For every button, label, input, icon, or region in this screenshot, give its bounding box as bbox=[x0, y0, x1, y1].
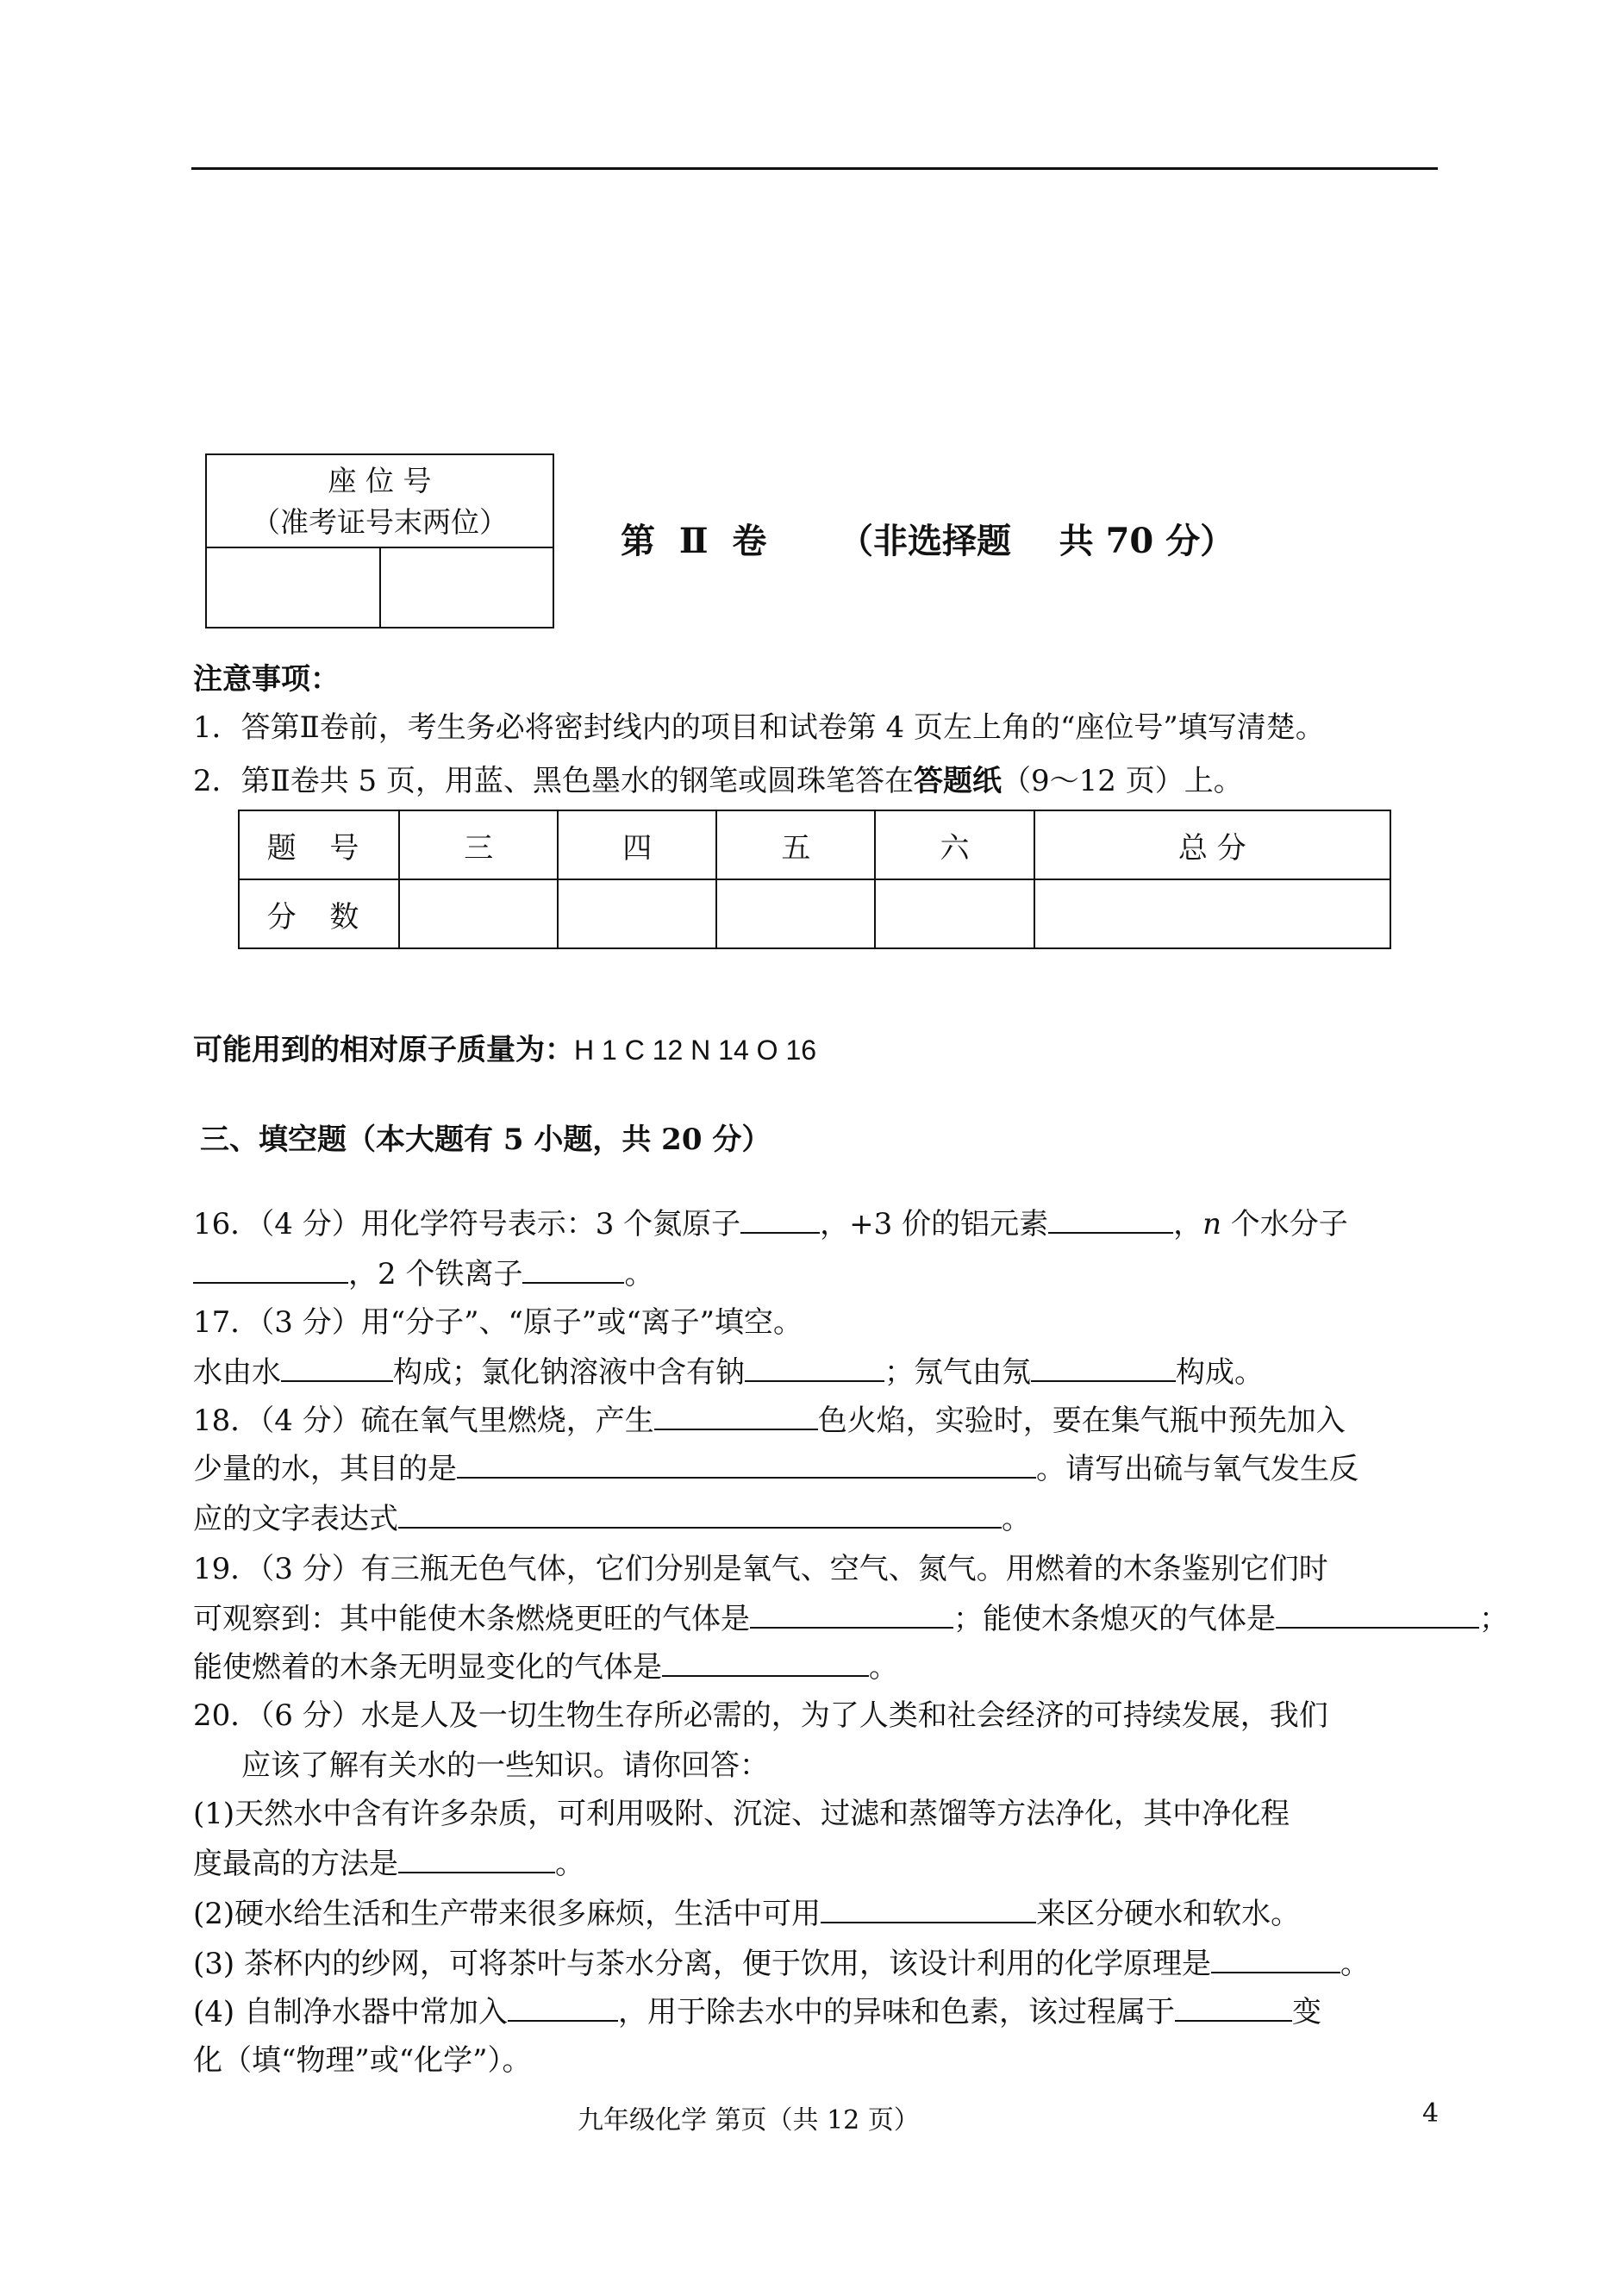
q20-text-s2a: (2)硬水给生活和生产带来很多麻烦，生活中可用 bbox=[193, 1897, 821, 1931]
q16-text-d: 个水分子 bbox=[1221, 1207, 1348, 1241]
question-20-sub-1-line-2 bbox=[193, 1840, 584, 1888]
score-row-label: 分 数 bbox=[239, 879, 399, 948]
q20-text-s3b: 。 bbox=[1340, 1947, 1370, 1981]
score-cell[interactable] bbox=[558, 879, 716, 948]
q18-text-e: 应的文字表达式 bbox=[193, 1502, 398, 1536]
q19-blank-3[interactable] bbox=[662, 1644, 869, 1677]
question-20-line-1: 20．（6 分）水是人及一切生物生存所必需的，为了人类和社会经济的可持续发展，我们 bbox=[193, 1698, 1328, 1733]
q20-blank-5[interactable] bbox=[1175, 1989, 1292, 2022]
score-table bbox=[238, 810, 1391, 949]
q20-blank-2[interactable] bbox=[821, 1891, 1036, 1923]
q19-text-a: 可观察到：其中能使木条燃烧更旺的气体是 bbox=[193, 1602, 750, 1636]
q18-text-d: 。请写出硫与氧气发生反 bbox=[1036, 1452, 1359, 1486]
q16-text-b: ，+3 价的铝元素 bbox=[820, 1207, 1049, 1241]
question-17-line-1: 17．（3 分）用“分子”、“原子”或“离子”填空。 bbox=[193, 1305, 803, 1340]
question-16-line-2 bbox=[193, 1250, 653, 1298]
q18-blank-2[interactable] bbox=[457, 1446, 1036, 1479]
question-20-sub-3 bbox=[193, 1940, 1370, 1988]
q16-text-n: n bbox=[1202, 1207, 1221, 1241]
score-table-score-row bbox=[239, 879, 1390, 948]
footer-page-number: 4 bbox=[1422, 2098, 1440, 2129]
q20-text-s3a: (3) 茶杯内的纱网，可将茶叶与茶水分离，便于饮用，该设计利用的化学原理是 bbox=[193, 1947, 1211, 1981]
q19-text-d: 能使燃着的木条无明显变化的气体是 bbox=[193, 1650, 662, 1685]
seat-number-header bbox=[207, 455, 553, 548]
q19-text-e: 。 bbox=[869, 1650, 898, 1685]
score-header-cell: 题 号 bbox=[239, 810, 399, 879]
notice-item-2-bold: 答题纸 bbox=[914, 764, 1002, 798]
score-header-cell: 三 bbox=[399, 810, 558, 879]
part3-title: 三、填空题（本大题有 5 小题，共 20 分） bbox=[200, 1122, 771, 1157]
score-cell[interactable] bbox=[875, 879, 1034, 948]
atomic-mass-values: H 1 C 12 N 14 O 16 bbox=[574, 1035, 817, 1066]
q20-blank-1[interactable] bbox=[398, 1841, 555, 1873]
q16-text-e: ，2 个铁离子 bbox=[348, 1257, 523, 1291]
q16-blank-1[interactable] bbox=[740, 1201, 820, 1234]
q17-text-c: ；氖气由氖 bbox=[884, 1355, 1031, 1390]
q16-blank-3[interactable] bbox=[193, 1251, 348, 1284]
q16-blank-4[interactable] bbox=[522, 1251, 624, 1284]
notice-item-2-pre: 2．第Ⅱ卷共 5 页，用蓝、黑色墨水的钢笔或圆珠笔答在 bbox=[193, 764, 914, 798]
q19-text-b: ；能使木条熄灭的气体是 bbox=[953, 1602, 1276, 1636]
score-table-header-row bbox=[239, 810, 1390, 879]
question-18-line-3 bbox=[193, 1495, 1031, 1543]
question-19-line-3 bbox=[193, 1643, 898, 1692]
score-cell[interactable] bbox=[399, 879, 558, 948]
score-header-cell: 总 分 bbox=[1034, 810, 1390, 879]
seat-number-hint: （准考证号末两位） bbox=[252, 505, 508, 539]
q20-text-s1c: 。 bbox=[555, 1847, 584, 1881]
q20-text-s4c: 变 bbox=[1291, 1995, 1321, 2029]
seat-number-label: 座 位 号 bbox=[328, 464, 432, 497]
q20-text-s2b: 来区分硬水和软水。 bbox=[1036, 1897, 1301, 1931]
footer-center: 九年级化学 第页（共 12 页） bbox=[578, 2105, 920, 2136]
q20-text-s4a: (4) 自制净水器中常加入 bbox=[193, 1995, 508, 2029]
q18-text-c: 少量的水，其目的是 bbox=[193, 1452, 457, 1486]
question-19-line-1: 19．（3 分）有三瓶无色气体，它们分别是氧气、空气、氮气。用燃着的木条鉴别它们时 bbox=[193, 1552, 1328, 1586]
q19-text-c: ； bbox=[1479, 1602, 1508, 1636]
q20-blank-3[interactable] bbox=[1211, 1941, 1340, 1973]
q16-text-c: ， bbox=[1173, 1207, 1203, 1241]
score-header-cell: 五 bbox=[716, 810, 875, 879]
q17-text-d: 构成。 bbox=[1176, 1355, 1264, 1390]
score-header-cell: 六 bbox=[875, 810, 1034, 879]
q20-text-s4b: ，用于除去水中的异味和色素，该过程属于 bbox=[617, 1995, 1175, 2029]
question-20-line-2: 应该了解有关水的一些知识。请你回答： bbox=[241, 1748, 769, 1783]
q18-text-f: 。 bbox=[1002, 1502, 1031, 1536]
question-20-sub-1-line-1: (1)天然水中含有许多杂质，可利用吸附、沉淀、过滤和蒸馏等方法净化，其中净化程 bbox=[193, 1797, 1290, 1831]
question-20-sub-2 bbox=[193, 1890, 1300, 1938]
q16-text-f: 。 bbox=[624, 1257, 654, 1291]
seat-cell-divider bbox=[379, 548, 381, 628]
notice-item-2 bbox=[193, 757, 1243, 805]
q18-blank-3[interactable] bbox=[398, 1496, 1002, 1529]
score-header-cell: 四 bbox=[558, 810, 716, 879]
atomic-mass-label: 可能用到的相对原子质量为： bbox=[193, 1033, 574, 1067]
notice-heading: 注意事项： bbox=[193, 662, 340, 697]
score-cell[interactable] bbox=[716, 879, 875, 948]
q17-blank-2[interactable] bbox=[745, 1349, 884, 1382]
q19-blank-2[interactable] bbox=[1276, 1596, 1479, 1629]
q18-text-b: 色火焰，实验时，要在集气瓶中预先加入 bbox=[817, 1404, 1346, 1438]
question-20-sub-4-line-1 bbox=[193, 1988, 1321, 2036]
q17-blank-1[interactable] bbox=[281, 1349, 393, 1382]
notice-item-1: 1．答第Ⅱ卷前，考生务必将密封线内的项目和试卷第 4 页左上角的“座位号”填写清楚。 bbox=[193, 710, 1325, 745]
q16-text-a: 16．（4 分）用化学符号表示：3 个氮原子 bbox=[193, 1207, 741, 1241]
question-18-line-1 bbox=[193, 1397, 1346, 1445]
question-19-line-2 bbox=[193, 1595, 1508, 1643]
section-title: 第 Ⅱ 卷 （非选择题 共 70 分） bbox=[621, 521, 1235, 561]
q20-blank-4[interactable] bbox=[508, 1989, 618, 2022]
top-rule bbox=[191, 167, 1438, 170]
q19-blank-1[interactable] bbox=[750, 1596, 953, 1629]
score-cell[interactable] bbox=[1034, 879, 1390, 948]
seat-number-box bbox=[205, 453, 554, 628]
q17-text-b: 构成；氯化钠溶液中含有钠 bbox=[393, 1355, 745, 1390]
question-16-line-1 bbox=[193, 1200, 1348, 1248]
q18-blank-1[interactable] bbox=[654, 1398, 818, 1430]
question-20-sub-4-line-2: 化（填“物理”或“化学”）。 bbox=[193, 2043, 532, 2078]
q18-text-a: 18．（4 分）硫在氧气里燃烧，产生 bbox=[193, 1404, 654, 1438]
question-17-line-2 bbox=[193, 1348, 1264, 1397]
atomic-mass-line bbox=[193, 1026, 816, 1074]
notice-item-2-post: （9～12 页）上。 bbox=[1002, 764, 1243, 798]
q17-text-a: 水由水 bbox=[193, 1355, 281, 1390]
question-18-line-2 bbox=[193, 1445, 1359, 1493]
q16-blank-2[interactable] bbox=[1048, 1201, 1173, 1234]
q20-text-s1b: 度最高的方法是 bbox=[193, 1847, 398, 1881]
q17-blank-3[interactable] bbox=[1031, 1349, 1176, 1382]
